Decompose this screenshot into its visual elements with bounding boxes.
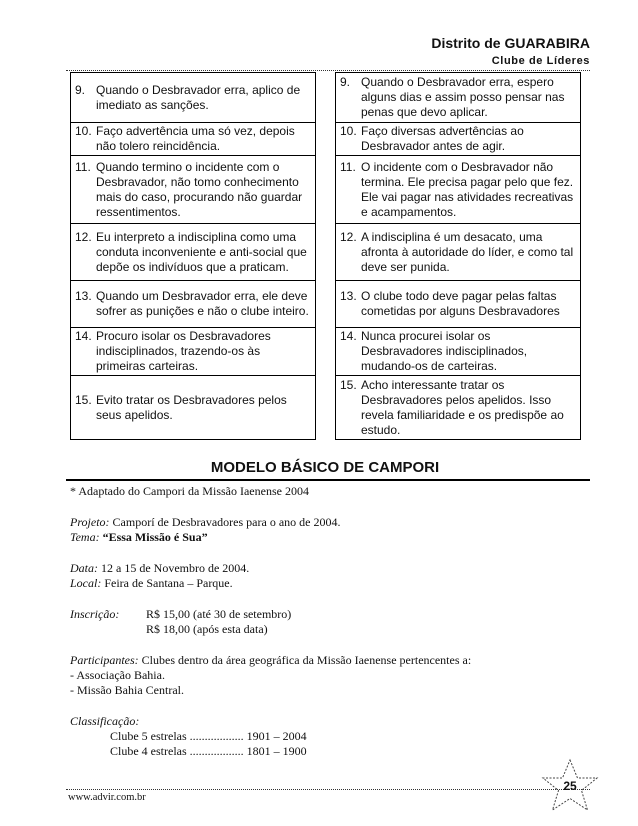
classificacao-label: Classificação:	[70, 714, 140, 728]
right-cell	[336, 156, 581, 224]
item-number: 11.	[340, 159, 356, 174]
page-number: 25	[563, 779, 577, 793]
item-text: A indisciplina é um desacato, uma afronta à autoridade do líder, e como tal deve ser punida.	[361, 229, 574, 274]
item-number: 9.	[340, 75, 351, 89]
left-cell	[71, 281, 316, 328]
right-cell	[336, 376, 581, 440]
left-cell	[71, 328, 316, 376]
left-cell	[71, 224, 316, 281]
footer-website-link[interactable]: www.advir.com.br	[68, 792, 146, 803]
club-name: Clube de Líderes	[491, 55, 590, 67]
item-text: Procuro isolar os Desbravadores indisciplinados, trazendo-os às primeiras carteiras.	[96, 329, 271, 373]
item-text: Quando o Desbravador erra, espero alguns dias e assim posso pensar nas penas que devo aplicar.	[361, 75, 565, 119]
page-header	[431, 35, 590, 68]
footer-divider	[66, 789, 590, 790]
tema-label: Tema:	[70, 530, 100, 544]
projeto-value: Camporí de Desbravadores para o ano de 2004.	[112, 515, 341, 529]
right-cell	[336, 328, 581, 376]
participantes-line	[70, 653, 590, 668]
item-text: Quando um Desbravador erra, ele deve sofrer as punições e não o clube inteiro.	[96, 289, 309, 318]
table-row	[71, 376, 581, 440]
projeto-line	[70, 515, 590, 530]
left-cell	[71, 376, 316, 440]
tema-line	[70, 530, 590, 545]
item-number: 14.	[340, 329, 357, 343]
inscricao-line	[70, 607, 590, 622]
list-item: Clube 5 estrelas .................. 1901 – 2004	[110, 729, 307, 743]
right-cell	[336, 224, 581, 281]
district-name: Distrito de GUARABIRA	[431, 35, 590, 51]
item-number: 15.	[340, 377, 357, 392]
list-item: - Missão Bahia Central.	[70, 683, 184, 697]
item-text: Acho interessante tratar os Desbravadores pelos apelidos. Isso revela familiaridade e os predispõe ao estudo.	[361, 377, 564, 437]
data-line	[70, 561, 590, 576]
tema-value: “Essa Missão é Sua”	[102, 530, 208, 544]
inscricao-price-1: R$ 15,00 (até 30 de setembro)	[146, 607, 292, 621]
table-row	[71, 328, 581, 376]
table-row	[71, 156, 581, 224]
item-text: O incidente com o Desbravador não termina. Ele precisa pagar pelo que fez. Ele vai pagar nas atividades recreativas e acampamentos.	[361, 159, 574, 219]
projeto-label: Projeto:	[70, 515, 110, 529]
list-item: Clube 4 estrelas .................. 1801 – 1900	[110, 744, 307, 758]
item-text: Faço advertência uma só vez, depois não tolero reincidência.	[96, 124, 295, 153]
participantes-label: Participantes:	[70, 653, 139, 667]
left-cell	[71, 156, 316, 224]
item-number: 11.	[75, 159, 91, 174]
right-cell	[336, 281, 581, 328]
list-item: - Associação Bahia.	[70, 668, 165, 682]
item-number: 14.	[75, 329, 92, 343]
item-number: 15.	[75, 392, 92, 407]
right-cell	[336, 123, 581, 156]
item-text: Quando o Desbravador erra, aplico de imediato as sanções.	[96, 82, 301, 112]
inscricao-label: Inscrição:	[70, 607, 120, 621]
inscricao-price-2: R$ 18,00 (após esta data)	[146, 622, 268, 636]
item-number: 13.	[75, 289, 92, 303]
item-number: 12.	[340, 229, 357, 244]
section-title: MODELO BÁSICO DE CAMPORI	[210, 459, 440, 476]
header-divider	[66, 70, 590, 71]
comparison-table	[70, 72, 581, 440]
item-text: Evito tratar os Desbravadores pelos seus apelidos.	[96, 392, 287, 422]
comparison-rows	[71, 73, 581, 440]
item-number: 13.	[340, 289, 357, 303]
campori-details	[70, 484, 590, 759]
participantes-value: Clubes dentro da área geográfica da Missão Iaenense pertencentes a:	[141, 653, 472, 667]
table-row	[71, 73, 581, 123]
item-text: Quando termino o incidente com o Desbravador, não tomo conhecimento mais do caso, procurando não guardar ressentimentos.	[96, 159, 303, 219]
item-number: 12.	[75, 229, 92, 244]
adaptation-note: * Adaptado do Campori da Missão Iaenense 2004	[70, 484, 309, 498]
right-cell	[336, 73, 581, 123]
item-number: 10.	[75, 124, 92, 138]
left-cell	[71, 123, 316, 156]
local-label: Local:	[70, 576, 102, 590]
item-text: Faço diversas advertências ao Desbravador antes de agir.	[361, 124, 524, 153]
item-text: Eu interpreto a indisciplina como uma conduta inconveniente e anti-social que depõe os indivíduos que a praticam.	[96, 229, 307, 274]
item-number: 9.	[75, 82, 86, 97]
local-value: Feira de Santana – Parque.	[104, 576, 233, 590]
data-label: Data:	[70, 561, 98, 575]
item-text: Nunca procurei isolar os Desbravadores indisciplinados, mudando-os de carteiras.	[361, 329, 528, 373]
item-text: O clube todo deve pagar pelas faltas cometidas por alguns Desbravadores	[361, 289, 560, 318]
table-row	[71, 123, 581, 156]
item-number: 10.	[340, 124, 357, 138]
data-value: 12 a 15 de Novembro de 2004.	[101, 561, 250, 575]
left-cell	[71, 73, 316, 123]
table-row	[71, 224, 581, 281]
local-line	[70, 576, 590, 591]
table-row	[71, 281, 581, 328]
title-underline	[66, 479, 590, 481]
